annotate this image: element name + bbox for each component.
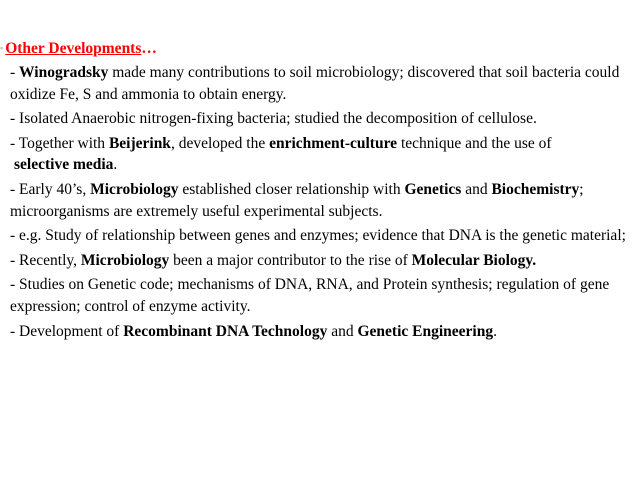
- text-run: - Early 40’s,: [10, 180, 91, 198]
- text-run: ; microorganisms are extremely useful experimental subjects.: [10, 180, 584, 220]
- bold-term: Microbiology: [90, 180, 179, 198]
- paragraph-genetic-code: [10, 274, 636, 317]
- bold-term: Winogradsky: [19, 64, 109, 81]
- bullet-icon: ▪: [0, 43, 4, 53]
- bold-term: Microbiology: [80, 251, 170, 269]
- bold-term: enrichment-culture: [269, 134, 398, 152]
- bold-term: Recombinant DNA Technology: [123, 322, 328, 340]
- bold-term: Beijerink: [108, 134, 171, 152]
- slide-body: [10, 62, 636, 345]
- paragraph-recently: [10, 250, 636, 272]
- text-run: and: [327, 322, 358, 340]
- text-run: - e.g. Study of relationship between genes and enzymes; evidence that DNA is the genetic material;: [10, 227, 626, 245]
- text-run: and: [461, 180, 492, 198]
- text-run: made many contributions to soil microbiology; discovered that soil bacteria could oxidize Fe, S and ammonia to obtain energy.: [10, 64, 620, 103]
- text-run: .: [113, 156, 118, 174]
- paragraph-beijerink: [10, 133, 636, 176]
- bold-term: selective media: [14, 156, 114, 174]
- text-run: - Recently,: [10, 251, 81, 269]
- heading-ellipsis: …: [141, 40, 157, 57]
- text-run: technique and the use of: [397, 134, 552, 152]
- heading-title: Other Developments: [5, 40, 142, 57]
- text-run: - Development of: [10, 322, 124, 340]
- bold-term: Molecular Biology.: [411, 251, 537, 269]
- paragraph-anaerobic: [10, 108, 636, 130]
- paragraph-genes-enzymes: [10, 225, 636, 247]
- bold-term: Genetics: [404, 180, 462, 198]
- text-run: - Studies on Genetic code; mechanisms of DNA, RNA, and Protein synthesis; regulation of gene expression; control of enzyme activity.: [10, 276, 610, 315]
- paragraph-early-40s: [10, 179, 636, 222]
- text-run: - Together with: [10, 134, 109, 152]
- text-run: .: [493, 322, 497, 340]
- paragraph-winogradsky: [10, 62, 636, 105]
- bold-term: Genetic Engineering: [357, 322, 494, 340]
- text-run: -: [10, 64, 20, 81]
- text-run: been a major contributor to the rise of: [169, 251, 412, 269]
- text-run: established closer relationship with: [178, 180, 405, 198]
- slide-heading: [0, 38, 157, 59]
- text-run: , developed the: [170, 134, 270, 152]
- bold-term: Biochemistry: [491, 180, 580, 198]
- text-run: - Isolated Anaerobic nitrogen-fixing bacteria; studied the decomposition of cellulose.: [10, 110, 537, 128]
- paragraph-recombinant: [10, 321, 636, 343]
